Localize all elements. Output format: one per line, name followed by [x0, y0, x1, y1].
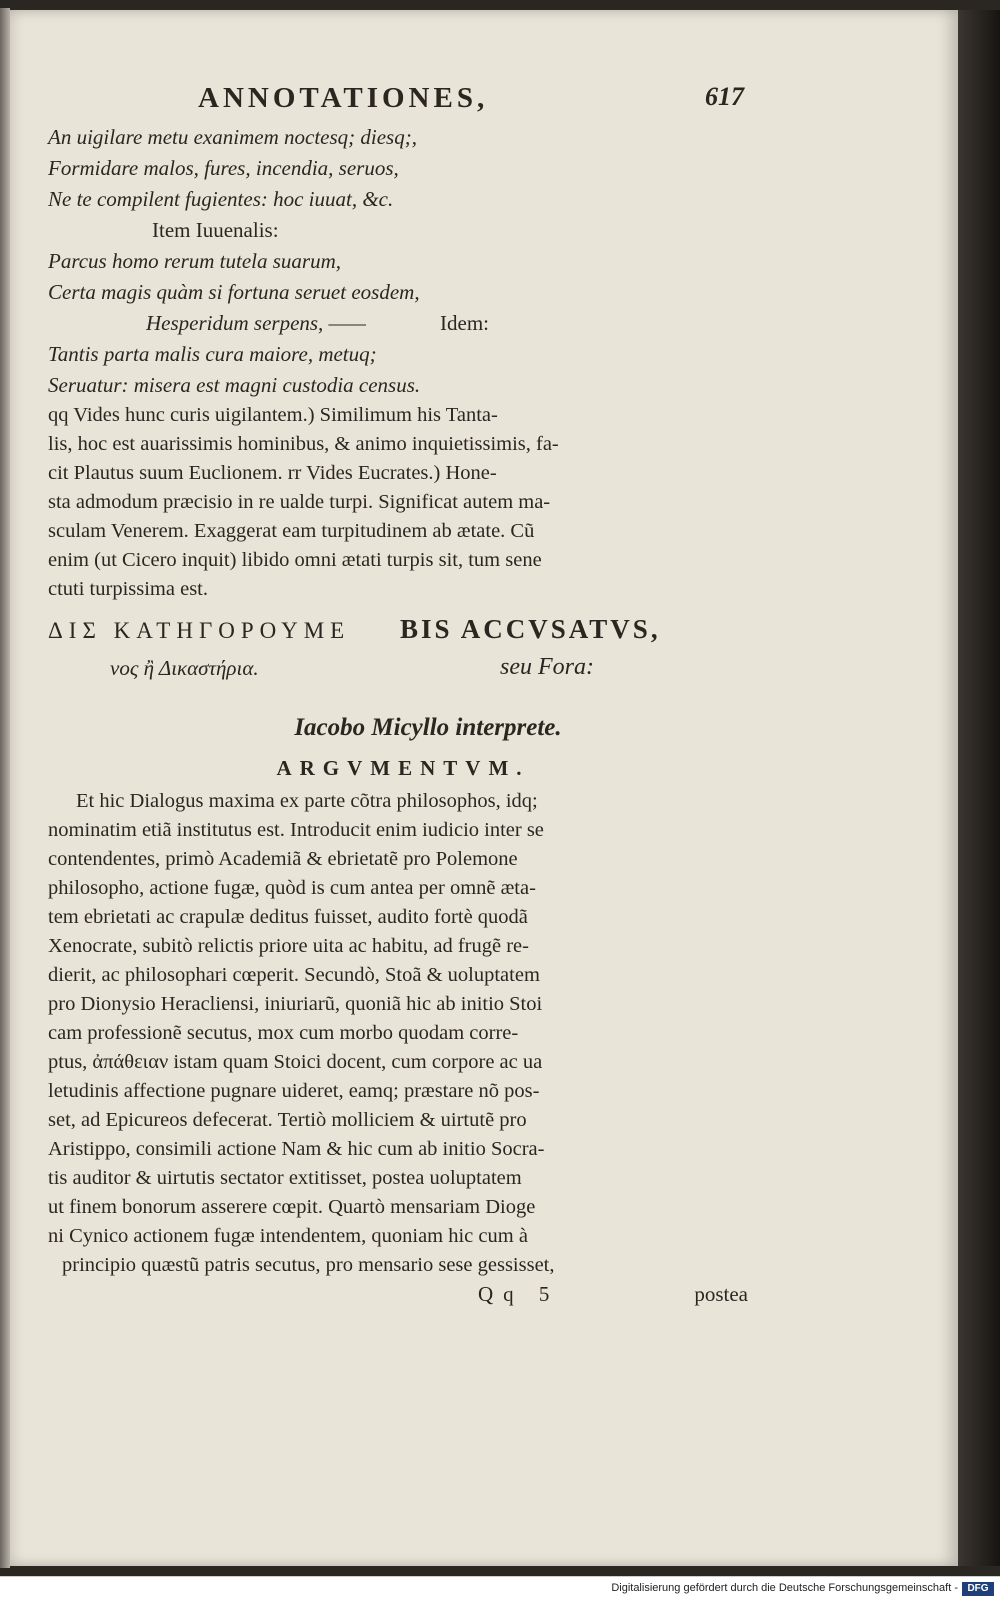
- notes-line: ctuti turpissima est.: [48, 578, 208, 600]
- running-title: ANNOTATIONES,: [198, 82, 489, 114]
- argument-heading: ARGVMENTVM.: [276, 756, 530, 780]
- right-page-edge: [958, 10, 1000, 1566]
- argument-line: philosopho, actione fugæ, quòd is cum antea per omnẽ æta-: [48, 877, 536, 899]
- verse-block-c: [48, 339, 748, 401]
- latin-subtitle: seu Fora:: [500, 654, 594, 680]
- argument-line: letudinis affectione pugnare uideret, eamq; præstare nõ pos-: [48, 1080, 540, 1102]
- page-content: [48, 82, 748, 1316]
- argument-line: contendentes, primò Academiã & ebrietatẽ pro Polemone: [48, 848, 518, 870]
- greek-subtitle: νος ἢ Δικαστήρια.: [110, 656, 259, 680]
- argument-line: ut finem bonorum asserere cœpit. Quartò mensariam Dioge: [48, 1196, 536, 1218]
- verse-line: Parcus homo rerum tutela suarum,: [48, 249, 342, 273]
- dialogue-heading: [48, 614, 748, 712]
- annotation-notes: [48, 401, 748, 604]
- verse-line: An uigilare metu exanimem noctesq; diesq;,: [48, 125, 417, 149]
- verse-line: Ne te compilent fugientes: hoc iuuat, &c.: [48, 187, 394, 211]
- argument-line: cam professionẽ secutus, mox cum morbo quodam corre-: [48, 1022, 519, 1044]
- verse-block-b: [48, 246, 748, 339]
- verse-line: Certa magis quàm si fortuna seruet eosdem,: [48, 280, 420, 304]
- notes-line: sta admodum præcisio in re ualde turpi. Significat autem ma-: [48, 491, 551, 513]
- argument-line: set, ad Epicureos defecerat. Tertiò molliciem & uirtutẽ pro: [48, 1109, 527, 1131]
- dfg-logo: DFG: [962, 1582, 994, 1596]
- verse-indent-text: Hesperidum serpens, ——: [146, 311, 366, 335]
- greek-title: ΔΙΣ ΚΑΤΗΓΟΡΟΥΜΕ: [48, 618, 351, 643]
- verse-block-a: [48, 122, 748, 215]
- verse-line: Seruatur: misera est magni custodia census.: [48, 373, 421, 397]
- page-footer: [48, 1282, 748, 1316]
- argument-line: nominatim etiã institutus est. Introducit enim iudicio inter se: [48, 819, 544, 841]
- page-number: 617: [705, 82, 744, 111]
- verse-line-indented: [48, 308, 748, 339]
- notes-line: cit Plautus suum Euclionem. rr Vides Eucrates.) Hone-: [48, 462, 497, 484]
- running-head: [48, 82, 748, 122]
- argument-line: ptus, ἀπάθειαν istam quam Stoici docent, cum corpore ac ua: [48, 1051, 543, 1073]
- catchword: postea: [694, 1282, 748, 1306]
- latin-title: BIS ACCVSATVS,: [400, 614, 661, 644]
- notes-line: enim (ut Cicero inquit) libido omni ætati turpis sit, tum sene: [48, 549, 542, 571]
- notes-line: lis, hoc est auarissimis hominibus, & animo inquietissimis, fa-: [48, 433, 559, 455]
- verse-line: Tantis parta malis cura maiore, metuq;: [48, 342, 377, 366]
- signature-mark: Qq 5: [478, 1282, 560, 1306]
- argument-line: tis auditor & uirtutis sectator extitisset, postea uoluptatem: [48, 1167, 522, 1189]
- credit-text: Digitalisierung gefördert durch die Deutsche Forschungsgemeinschaft -: [611, 1582, 958, 1594]
- argument-line: Et hic Dialogus maxima ex parte cõtra philosophos, idq;: [76, 790, 538, 812]
- argument-line: tem ebrietati ac crapulæ deditus fuisset, audito fortè quodã: [48, 906, 528, 928]
- argument-line: ni Cynico actionem fugæ intendentem, quoniam hic cum à: [48, 1225, 528, 1247]
- argument-line: pro Dionysio Heracliensi, iniuriarũ, quoniã hic ab initio Stoi: [48, 993, 543, 1015]
- item-juvenalis: Item Iuuenalis:: [152, 218, 279, 242]
- argument-line: principio quæstũ patris secutus, pro mensario sese gessisset,: [62, 1254, 555, 1276]
- translator-line: Iacobo Micyllo interprete.: [294, 714, 562, 741]
- verse-idem: Idem:: [440, 311, 489, 335]
- argument-text: [48, 787, 748, 1280]
- argument-line: Xenocrate, subitò relictis priore uita ac habitu, ad frugẽ re-: [48, 935, 529, 957]
- notes-line: sculam Venerem. Exaggerat eam turpitudinem ab ætate. Cũ: [48, 520, 535, 542]
- left-page-edge: [0, 8, 10, 1568]
- credit-bar: [0, 1576, 1000, 1600]
- argument-line: Aristippo, consimili actione Nam & hic cum ab initio Socra-: [48, 1138, 545, 1160]
- argument-line: dierit, ac philosophari cœperit. Secundò, Stoã & uoluptatem: [48, 964, 540, 986]
- verse-line: Formidare malos, fures, incendia, seruos,: [48, 156, 399, 180]
- notes-line: qq Vides hunc curis uigilantem.) Similimum his Tanta-: [48, 404, 498, 426]
